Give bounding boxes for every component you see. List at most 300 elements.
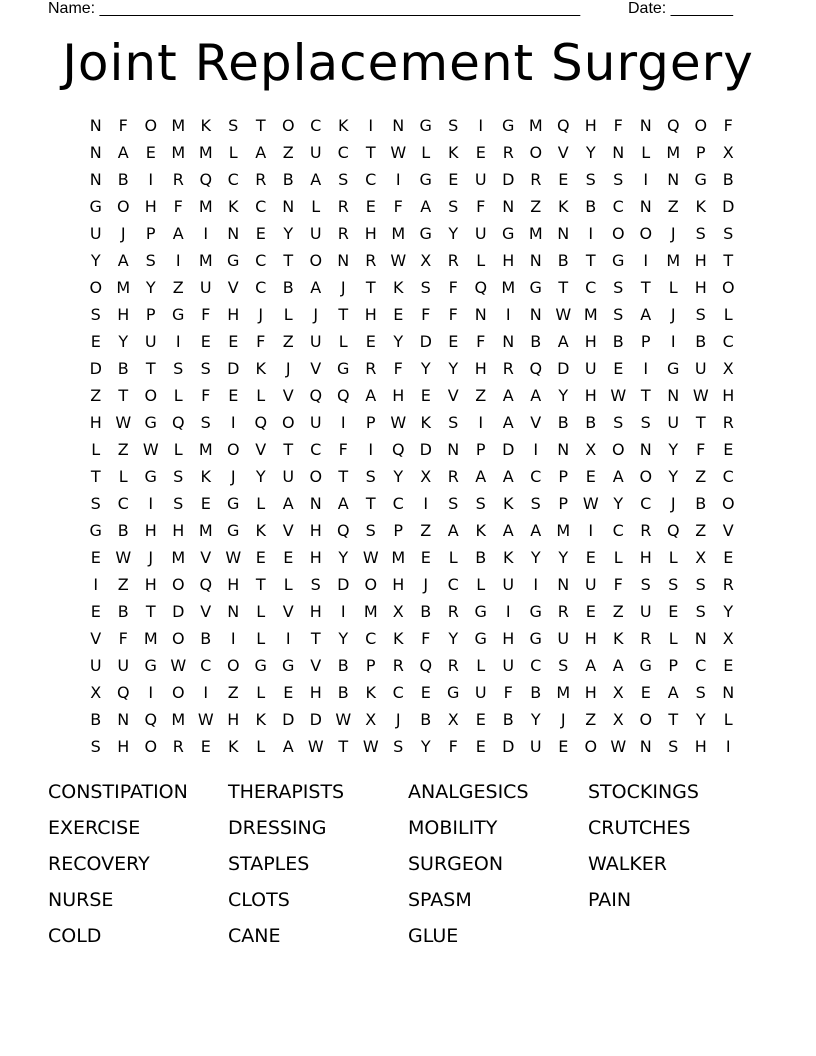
grid-letter[interactable]: M [116, 278, 131, 297]
grid-letter[interactable]: O [364, 575, 378, 594]
grid-letter[interactable]: E [420, 386, 431, 405]
grid-letter[interactable]: W [390, 251, 407, 270]
grid-letter[interactable]: U [309, 413, 322, 432]
grid-letter[interactable]: R [502, 359, 514, 378]
grid-letter[interactable]: A [447, 521, 459, 540]
grid-letter[interactable]: N [639, 197, 652, 216]
grid-letter[interactable]: N [227, 602, 240, 621]
grid-letter[interactable]: Z [585, 710, 597, 729]
grid-letter[interactable]: C [392, 683, 404, 702]
grid-letter[interactable]: P [695, 143, 706, 162]
grid-letter[interactable]: N [639, 737, 652, 756]
grid-letter[interactable]: C [530, 467, 542, 486]
grid-letter[interactable]: O [171, 575, 185, 594]
grid-letter[interactable]: I [395, 170, 401, 189]
grid-letter[interactable]: D [419, 440, 432, 459]
grid-letter[interactable]: G [337, 359, 350, 378]
grid-letter[interactable]: W [170, 656, 187, 675]
grid-letter[interactable]: B [282, 278, 294, 297]
grid-letter[interactable]: A [255, 143, 267, 162]
grid-letter[interactable]: O [309, 251, 323, 270]
grid-letter[interactable]: Y [145, 278, 156, 297]
grid-letter[interactable]: K [393, 278, 404, 297]
grid-letter[interactable]: F [448, 737, 458, 756]
grid-letter[interactable]: L [256, 386, 266, 405]
grid-letter[interactable]: B [337, 683, 349, 702]
grid-letter[interactable]: C [227, 170, 239, 189]
grid-letter[interactable]: W [610, 386, 627, 405]
grid-letter[interactable]: A [557, 332, 569, 351]
grid-letter[interactable]: Z [695, 521, 707, 540]
grid-letter[interactable]: G [89, 521, 102, 540]
grid-letter[interactable]: S [338, 170, 349, 189]
grid-letter[interactable]: W [335, 710, 352, 729]
grid-letter[interactable]: Q [391, 440, 405, 459]
grid-letter[interactable]: Y [530, 710, 541, 729]
grid-letter[interactable]: U [474, 683, 487, 702]
grid-letter[interactable]: T [338, 305, 349, 324]
grid-letter[interactable]: H [309, 521, 322, 540]
grid-letter[interactable]: G [474, 629, 487, 648]
grid-letter[interactable]: C [585, 278, 597, 297]
grid-letter[interactable]: F [613, 116, 623, 135]
grid-letter[interactable]: O [611, 224, 625, 243]
grid-letter[interactable]: V [200, 602, 212, 621]
grid-letter[interactable]: I [505, 305, 511, 324]
grid-letter[interactable]: L [283, 575, 293, 594]
grid-letter[interactable]: X [392, 602, 404, 621]
grid-letter[interactable]: H [144, 197, 157, 216]
grid-letter[interactable]: Q [419, 656, 433, 675]
grid-letter[interactable]: S [695, 305, 706, 324]
grid-letter[interactable]: A [420, 197, 432, 216]
grid-letter[interactable]: H [227, 305, 240, 324]
grid-letter[interactable]: R [447, 467, 459, 486]
grid-letter[interactable]: B [502, 710, 514, 729]
grid-letter[interactable]: R [502, 143, 514, 162]
grid-letter[interactable]: I [340, 602, 346, 621]
grid-letter[interactable]: L [421, 143, 431, 162]
grid-letter[interactable]: W [197, 710, 214, 729]
grid-letter[interactable]: I [588, 521, 594, 540]
grid-letter[interactable]: O [309, 467, 323, 486]
grid-letter[interactable]: S [310, 575, 321, 594]
grid-letter[interactable]: O [89, 278, 103, 297]
grid-letter[interactable]: H [227, 710, 240, 729]
grid-letter[interactable]: C [447, 575, 459, 594]
grid-letter[interactable]: B [585, 197, 597, 216]
grid-letter[interactable]: E [640, 683, 651, 702]
grid-letter[interactable]: I [93, 575, 99, 594]
grid-letter[interactable]: R [172, 737, 184, 756]
grid-letter[interactable]: Q [309, 386, 323, 405]
grid-letter[interactable]: T [283, 440, 294, 459]
grid-letter[interactable]: F [448, 278, 458, 297]
grid-letter[interactable]: B [117, 602, 129, 621]
grid-letter[interactable]: I [175, 251, 181, 270]
grid-letter[interactable]: S [420, 278, 431, 297]
grid-letter[interactable]: E [365, 332, 376, 351]
grid-letter[interactable]: A [502, 521, 514, 540]
grid-letter[interactable]: X [695, 548, 707, 567]
grid-letter[interactable]: M [556, 683, 571, 702]
grid-letter[interactable]: L [338, 332, 348, 351]
grid-letter[interactable]: B [117, 170, 129, 189]
grid-letter[interactable]: N [667, 386, 680, 405]
grid-letter[interactable]: S [695, 575, 706, 594]
grid-letter[interactable]: I [203, 683, 209, 702]
grid-letter[interactable]: D [502, 440, 515, 459]
grid-letter[interactable]: H [584, 116, 597, 135]
grid-letter[interactable]: E [558, 737, 569, 756]
grid-letter[interactable]: J [285, 359, 291, 378]
grid-letter[interactable]: M [171, 116, 186, 135]
grid-letter[interactable]: H [694, 737, 707, 756]
grid-letter[interactable]: Z [530, 197, 542, 216]
grid-letter[interactable]: U [282, 467, 295, 486]
grid-letter[interactable]: H [364, 305, 377, 324]
grid-letter[interactable]: T [255, 116, 266, 135]
grid-letter[interactable]: G [694, 170, 707, 189]
grid-letter[interactable]: E [475, 737, 486, 756]
grid-letter[interactable]: I [643, 251, 649, 270]
grid-letter[interactable]: B [530, 332, 542, 351]
grid-letter[interactable]: X [612, 710, 624, 729]
grid-letter[interactable]: M [666, 251, 681, 270]
grid-letter[interactable]: B [695, 494, 707, 513]
grid-letter[interactable]: I [643, 170, 649, 189]
grid-letter[interactable]: H [584, 386, 597, 405]
grid-letter[interactable]: R [337, 224, 349, 243]
grid-letter[interactable]: O [281, 116, 295, 135]
date-field[interactable]: Date: _______ [628, 0, 733, 17]
grid-letter[interactable]: M [391, 224, 406, 243]
grid-letter[interactable]: E [723, 440, 734, 459]
grid-letter[interactable]: V [557, 143, 569, 162]
grid-letter[interactable]: A [530, 386, 542, 405]
grid-letter[interactable]: U [584, 575, 597, 594]
grid-letter[interactable]: T [585, 251, 596, 270]
grid-letter[interactable]: K [228, 197, 239, 216]
grid-letter[interactable]: E [420, 683, 431, 702]
grid-letter[interactable]: O [144, 116, 158, 135]
grid-letter[interactable]: E [255, 224, 266, 243]
grid-letter[interactable]: R [447, 602, 459, 621]
grid-letter[interactable]: T [640, 386, 651, 405]
grid-letter[interactable]: H [584, 629, 597, 648]
grid-letter[interactable]: S [613, 413, 624, 432]
grid-letter[interactable]: K [365, 683, 376, 702]
grid-letter[interactable]: C [530, 656, 542, 675]
grid-letter[interactable]: W [390, 413, 407, 432]
grid-letter[interactable]: R [365, 359, 377, 378]
grid-letter[interactable]: E [613, 359, 624, 378]
grid-letter[interactable]: E [200, 737, 211, 756]
grid-letter[interactable]: N [639, 116, 652, 135]
grid-letter[interactable]: G [529, 629, 542, 648]
grid-letter[interactable]: K [475, 521, 486, 540]
grid-letter[interactable]: V [90, 629, 102, 648]
grid-letter[interactable]: S [585, 170, 596, 189]
grid-letter[interactable]: P [145, 224, 156, 243]
grid-letter[interactable]: U [89, 656, 102, 675]
grid-letter[interactable]: B [612, 332, 624, 351]
grid-letter[interactable]: L [91, 440, 101, 459]
grid-letter[interactable]: E [420, 548, 431, 567]
grid-letter[interactable]: S [200, 413, 211, 432]
grid-letter[interactable]: Y [393, 467, 404, 486]
grid-letter[interactable]: C [200, 656, 212, 675]
grid-letter[interactable]: S [173, 494, 184, 513]
grid-letter[interactable]: H [392, 386, 405, 405]
grid-letter[interactable]: B [117, 359, 129, 378]
grid-letter[interactable]: H [144, 575, 157, 594]
grid-letter[interactable]: Z [172, 278, 184, 297]
grid-letter[interactable]: R [530, 170, 542, 189]
grid-letter[interactable]: F [613, 575, 623, 594]
grid-letter[interactable]: U [502, 575, 515, 594]
grid-letter[interactable]: Y [420, 737, 431, 756]
grid-letter[interactable]: H [364, 224, 377, 243]
grid-letter[interactable]: M [528, 224, 543, 243]
grid-letter[interactable]: W [225, 548, 242, 567]
grid-letter[interactable]: S [640, 575, 651, 594]
grid-letter[interactable]: C [337, 143, 349, 162]
grid-letter[interactable]: S [695, 224, 706, 243]
grid-letter[interactable]: N [117, 710, 130, 729]
grid-letter[interactable]: U [502, 656, 515, 675]
grid-letter[interactable]: U [529, 737, 542, 756]
grid-letter[interactable]: S [695, 602, 706, 621]
grid-letter[interactable]: C [255, 278, 267, 297]
grid-letter[interactable]: T [145, 602, 156, 621]
grid-letter[interactable]: N [227, 224, 240, 243]
grid-letter[interactable]: C [612, 521, 624, 540]
grid-letter[interactable]: R [722, 413, 734, 432]
grid-letter[interactable]: X [585, 440, 597, 459]
grid-letter[interactable]: P [668, 656, 679, 675]
grid-letter[interactable]: G [172, 305, 185, 324]
grid-letter[interactable]: R [557, 602, 569, 621]
grid-letter[interactable]: M [198, 521, 213, 540]
grid-letter[interactable]: P [475, 440, 486, 459]
grid-letter[interactable]: I [533, 440, 539, 459]
grid-letter[interactable]: R [640, 629, 652, 648]
grid-letter[interactable]: O [694, 116, 708, 135]
grid-letter[interactable]: H [309, 602, 322, 621]
grid-letter[interactable]: Z [117, 575, 129, 594]
grid-letter[interactable]: B [722, 170, 734, 189]
grid-letter[interactable]: L [173, 386, 183, 405]
grid-letter[interactable]: E [365, 197, 376, 216]
grid-letter[interactable]: Y [118, 332, 129, 351]
grid-letter[interactable]: S [448, 494, 459, 513]
grid-letter[interactable]: K [228, 737, 239, 756]
grid-letter[interactable]: B [585, 413, 597, 432]
grid-letter[interactable]: L [256, 683, 266, 702]
grid-letter[interactable]: C [722, 467, 734, 486]
grid-letter[interactable]: P [393, 521, 404, 540]
grid-letter[interactable]: L [256, 629, 266, 648]
grid-letter[interactable]: I [148, 683, 154, 702]
grid-letter[interactable]: W [307, 737, 324, 756]
grid-letter[interactable]: P [640, 332, 651, 351]
grid-letter[interactable]: A [612, 467, 624, 486]
grid-letter[interactable]: T [310, 629, 321, 648]
grid-letter[interactable]: G [419, 116, 432, 135]
grid-letter[interactable]: F [448, 305, 458, 324]
grid-letter[interactable]: F [256, 332, 266, 351]
grid-letter[interactable]: N [529, 251, 542, 270]
grid-letter[interactable]: T [695, 413, 706, 432]
grid-letter[interactable]: E [668, 602, 679, 621]
grid-letter[interactable]: T [558, 278, 569, 297]
grid-letter[interactable]: V [722, 521, 734, 540]
grid-letter[interactable]: U [667, 413, 680, 432]
grid-letter[interactable]: E [475, 143, 486, 162]
grid-letter[interactable]: T [365, 278, 376, 297]
grid-letter[interactable]: E [200, 332, 211, 351]
grid-letter[interactable]: L [641, 143, 651, 162]
grid-letter[interactable]: Y [668, 440, 679, 459]
grid-letter[interactable]: S [695, 683, 706, 702]
grid-letter[interactable]: Q [336, 521, 350, 540]
grid-letter[interactable]: E [448, 332, 459, 351]
grid-letter[interactable]: R [447, 656, 459, 675]
grid-letter[interactable]: Y [558, 548, 569, 567]
grid-letter[interactable]: A [365, 386, 377, 405]
grid-letter[interactable]: A [310, 278, 322, 297]
grid-letter[interactable]: T [338, 737, 349, 756]
grid-letter[interactable]: K [255, 359, 266, 378]
grid-letter[interactable]: H [584, 332, 597, 351]
grid-letter[interactable]: E [393, 305, 404, 324]
grid-letter[interactable]: Z [90, 386, 102, 405]
grid-letter[interactable]: Q [199, 170, 213, 189]
grid-letter[interactable]: S [558, 656, 569, 675]
grid-letter[interactable]: A [310, 170, 322, 189]
grid-letter[interactable]: F [476, 332, 486, 351]
grid-letter[interactable]: H [502, 629, 515, 648]
grid-letter[interactable]: F [201, 305, 211, 324]
grid-letter[interactable]: H [722, 386, 735, 405]
grid-letter[interactable]: L [173, 440, 183, 459]
grid-letter[interactable]: B [557, 413, 569, 432]
grid-letter[interactable]: X [612, 683, 624, 702]
grid-letter[interactable]: O [226, 440, 240, 459]
grid-letter[interactable]: N [282, 197, 295, 216]
grid-letter[interactable]: C [722, 332, 734, 351]
grid-letter[interactable]: E [145, 143, 156, 162]
grid-letter[interactable]: X [420, 251, 432, 270]
grid-letter[interactable]: S [173, 467, 184, 486]
grid-letter[interactable]: B [530, 683, 542, 702]
grid-letter[interactable]: Z [667, 197, 679, 216]
grid-letter[interactable]: V [255, 440, 267, 459]
grid-letter[interactable]: N [612, 143, 625, 162]
grid-letter[interactable]: I [478, 413, 484, 432]
grid-letter[interactable]: A [502, 386, 514, 405]
grid-letter[interactable]: G [227, 521, 240, 540]
grid-letter[interactable]: N [557, 575, 570, 594]
grid-letter[interactable]: Y [695, 710, 706, 729]
grid-letter[interactable]: Y [613, 494, 624, 513]
grid-letter[interactable]: A [475, 467, 487, 486]
grid-letter[interactable]: B [420, 602, 432, 621]
grid-letter[interactable]: P [145, 305, 156, 324]
grid-letter[interactable]: I [230, 413, 236, 432]
grid-letter[interactable]: L [668, 629, 678, 648]
grid-letter[interactable]: V [310, 656, 322, 675]
grid-letter[interactable]: F [393, 197, 403, 216]
grid-letter[interactable]: Q [199, 575, 213, 594]
grid-letter[interactable]: Z [475, 386, 487, 405]
grid-letter[interactable]: D [309, 710, 322, 729]
grid-letter[interactable]: B [557, 251, 569, 270]
grid-letter[interactable]: C [612, 197, 624, 216]
grid-letter[interactable]: N [557, 440, 570, 459]
grid-letter[interactable]: G [144, 413, 157, 432]
grid-letter[interactable]: L [256, 737, 266, 756]
grid-letter[interactable]: S [365, 521, 376, 540]
grid-letter[interactable]: Y [723, 602, 734, 621]
grid-letter[interactable]: K [200, 116, 211, 135]
grid-letter[interactable]: W [555, 305, 572, 324]
grid-letter[interactable]: G [254, 656, 267, 675]
grid-letter[interactable]: G [419, 224, 432, 243]
grid-letter[interactable]: S [613, 278, 624, 297]
grid-letter[interactable]: U [309, 143, 322, 162]
grid-letter[interactable]: N [502, 197, 515, 216]
grid-letter[interactable]: S [448, 413, 459, 432]
grid-letter[interactable]: E [585, 548, 596, 567]
grid-letter[interactable]: S [90, 305, 101, 324]
grid-letter[interactable]: N [447, 440, 460, 459]
grid-letter[interactable]: O [721, 494, 735, 513]
grid-letter[interactable]: V [310, 359, 322, 378]
grid-letter[interactable]: O [226, 656, 240, 675]
grid-letter[interactable]: S [365, 467, 376, 486]
grid-letter[interactable]: N [392, 116, 405, 135]
grid-letter[interactable]: Q [336, 386, 350, 405]
grid-letter[interactable]: J [423, 575, 429, 594]
grid-letter[interactable]: Z [117, 440, 129, 459]
grid-letter[interactable]: J [670, 494, 676, 513]
grid-letter[interactable]: X [365, 710, 377, 729]
grid-letter[interactable]: T [640, 278, 651, 297]
grid-letter[interactable]: M [143, 629, 158, 648]
grid-letter[interactable]: G [529, 278, 542, 297]
grid-letter[interactable]: Y [448, 359, 459, 378]
grid-letter[interactable]: K [448, 143, 459, 162]
grid-letter[interactable]: E [228, 332, 239, 351]
grid-letter[interactable]: K [613, 629, 624, 648]
grid-letter[interactable]: C [310, 440, 322, 459]
grid-letter[interactable]: U [199, 278, 212, 297]
grid-letter[interactable]: U [694, 359, 707, 378]
grid-letter[interactable]: E [448, 170, 459, 189]
grid-letter[interactable]: L [723, 305, 733, 324]
grid-letter[interactable]: I [643, 359, 649, 378]
grid-letter[interactable]: L [476, 656, 486, 675]
grid-letter[interactable]: F [118, 116, 128, 135]
grid-letter[interactable]: S [613, 170, 624, 189]
grid-letter[interactable]: E [283, 548, 294, 567]
grid-letter[interactable]: L [476, 575, 486, 594]
grid-letter[interactable]: H [117, 305, 130, 324]
grid-letter[interactable]: I [368, 440, 374, 459]
grid-letter[interactable]: M [198, 251, 213, 270]
